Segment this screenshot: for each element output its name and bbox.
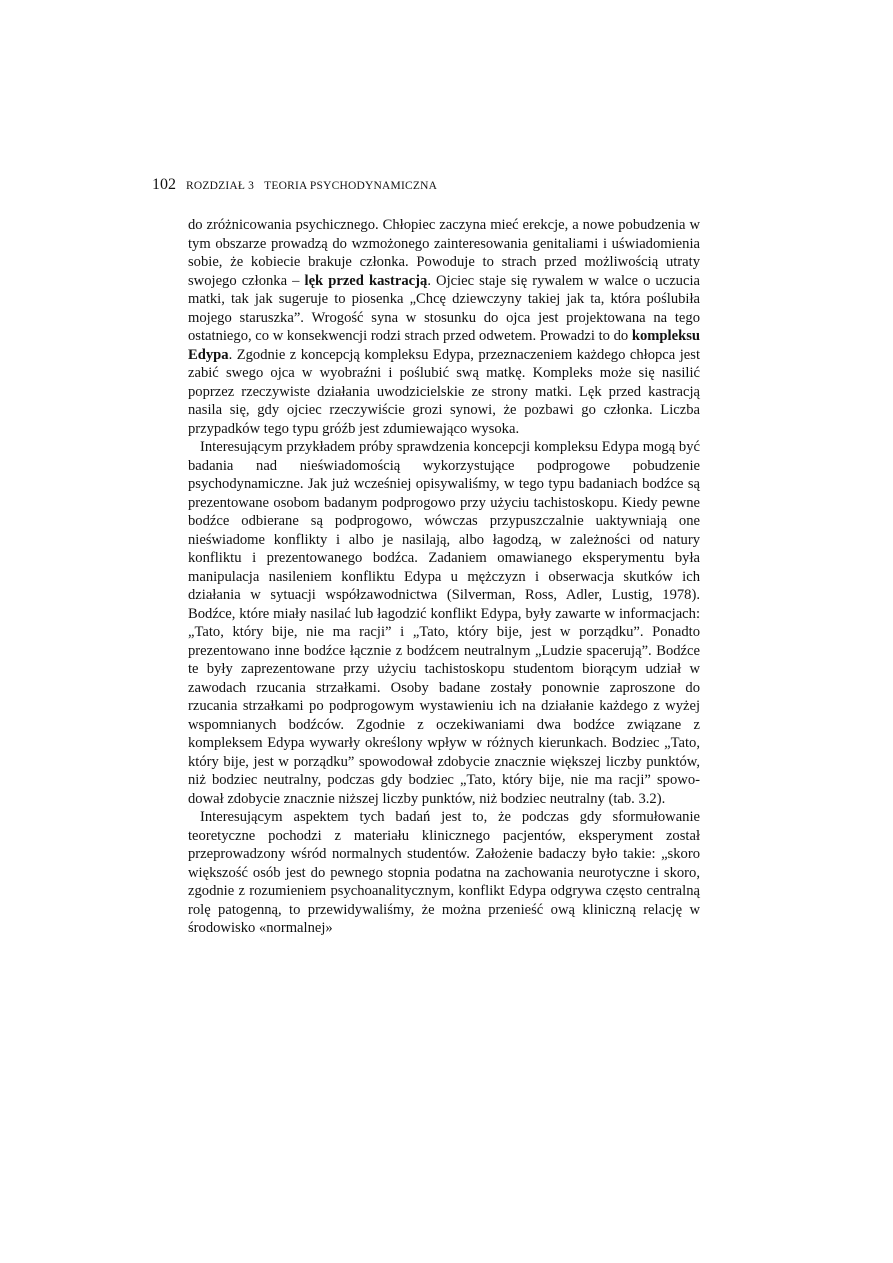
chapter-label: ROZDZIAŁ 3	[186, 180, 255, 192]
paragraph-1-text-b: . Ojciec staje się rywalem w walce o uczucia matki, tak jak sugeruje to piosenka „Chcę dziewczyny takiej jak ta, która poślubiła mojego staruszka”. Wrogość syna w stosunku do ojca jest projektowana na tego ostatniego, co w konsekwencji rodzi strach przed odwetem. Prowadzi to do	[188, 272, 700, 344]
body-text	[188, 216, 700, 938]
term-oedipus-complex: kompleksu Edypa	[188, 328, 700, 363]
running-head	[152, 176, 712, 196]
paragraph-1-text-a: do zróżnicowania psychicznego. Chłopiec zaczyna mieć erekcje, a nowe pobudzenia w tym obszarze prowadzą do wzmożonego zainteresowania genitaliami i uświadomienia sobie, że kobiecie brakuje członka. Powoduje to strach przed możliwością utraty swojego członka –	[188, 217, 700, 289]
chapter-title: TEORIA PSYCHODYNAMICZNA	[264, 180, 438, 192]
paragraph-1	[188, 216, 700, 438]
paragraph-1-text-c: . Zgodnie z koncepcją kompleksu Edypa, przeznaczeniem każdego chłopca jest zabić swego ojca w wyobraźni i poślubić swą matkę. Kompleks może się nasilić poprzez rzeczywiste działania uwodzicielskie ze strony matki. Lęk przed kastracją nasila się, gdy ojciec rzeczywiście grozi synowi, że pozbawi go członka. Liczba przypadków tego typu gróźb jest zdumiewająco wysoka.	[188, 346, 700, 437]
term-castration-anxiety: lęk przed kastracją	[304, 272, 428, 289]
page-number: 102	[152, 176, 176, 193]
paragraph-2: Interesującym przykładem próby sprawdzenia koncepcji kompleksu Edypa mogą być badania nad nieświadomością wykorzystujące podprogowe pobudzenie psychodynamiczne. Jak już wcześniej opisywaliśmy, w tego typu badaniach bodźce są prezentowane osobom badanym podprogowo przy użyciu tachistoskopu. Kiedy pewne bodźce odbierane są podprogowo, wówczas przypuszczalnie uaktywniają one nieświadome konflikty i albo je nasilają, albo łagodzą, w zależności od natury konfliktu i prezentowanego bodźca. Zadaniem omawianego eksperymentu była manipulacja nasileniem konfliktu Edypa u mężczyzn i obserwacja skutków ich działania w sytuacji współzawodnictwa (Silverman, Ross, Adler, Lustig, 1978). Bodźce, które miały nasilać lub łagodzić konflikt Edypa, były zawarte w informacjach: „Tato, który bije, nie ma racji” i „Tato, który bije, jest w porządku”. Ponadto prezentowano inne bodźce łącznie z bodźcem neutralnym „Ludzie spacerują”. Bodźce te były zaprezentowane przy użyciu tachistoskopu studentom biorącym udział w zawodach rzucania strzałkami. Osoby badane zostały ponownie zaproszone do rzucania strzałkami po podprogowym wystawieniu ich na działanie każdego z wyżej wspomnianych bodźców. Zgodnie z oczekiwaniami dwa bodźce związane z kompleksem Edypa wywarły określony wpływ w różnych kierunkach. Bodziec „Tato, który bije, jest w porządku” spowodował zdobycie znacznie większej liczby punktów, niż bodziec neutralny, podczas gdy bodziec „Tato, który bije, nie ma racji” spowodował zdobycie znacznie niższej liczby punktów, niż bodziec neutralny (tab. 3.2).	[188, 439, 700, 807]
paragraph-3: Interesującym aspektem tych badań jest to, że podczas gdy sformułowanie teoretyczne pochodzi z materiału klinicznego pacjentów, eksperyment został przeprowadzony wśród normalnych studentów. Założenie badaczy było takie: „skoro większość osób jest do pewnego stopnia podatna na zachowania neurotyczne i skoro, zgodnie z rozumieniem psychoanalitycznym, konflikt Edypa odgrywa często centralną rolę patogenną, to przewidywaliśmy, że można przenieść ową kliniczną relację w środowisko «normalnej»	[188, 809, 700, 936]
